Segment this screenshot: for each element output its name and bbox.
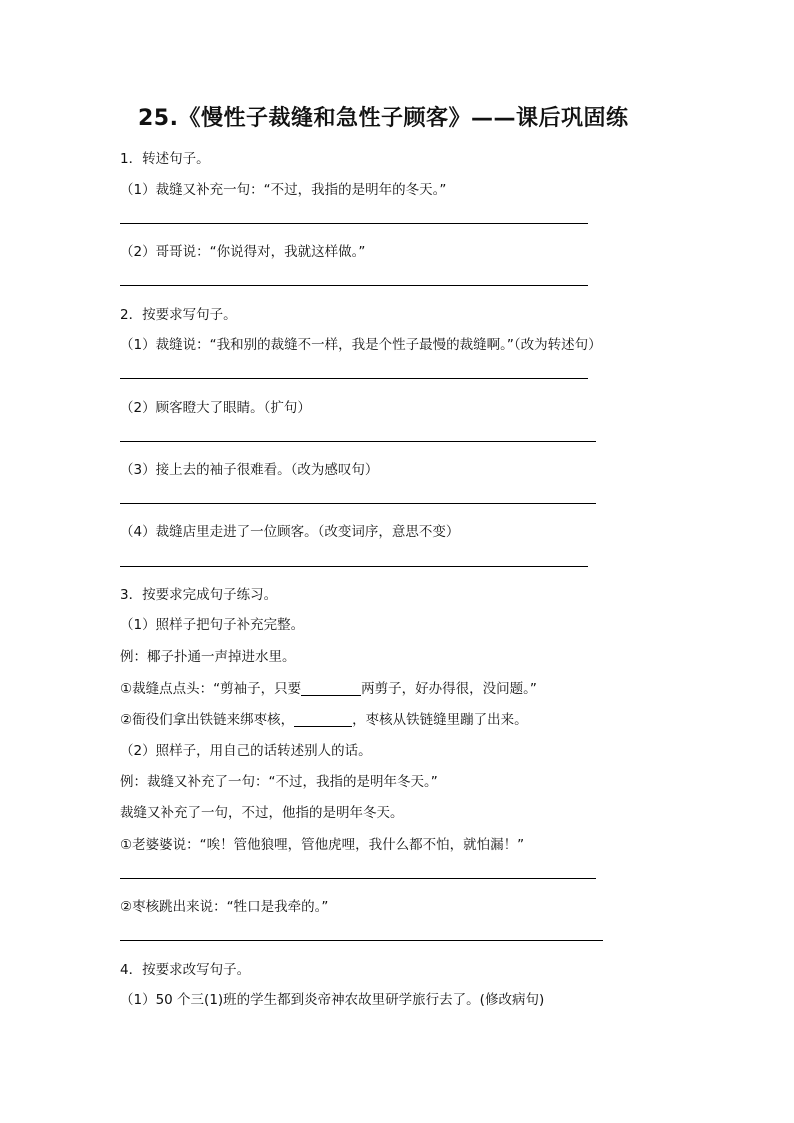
q3-fill-1-before: ①裁缝点点头：“剪袖子，只要 [120, 681, 302, 697]
answer-line-q2-2[interactable] [120, 441, 596, 442]
q1-heading: 1．转述句子。 [120, 151, 210, 167]
q3-sub-1: （1）照样子把句子补充完整。 [120, 617, 305, 633]
q2-heading: 2．按要求写句子。 [120, 307, 237, 323]
q3-item-1: ①老婆婆说：“唉！管他狼哩，管他虎哩，我什么都不怕，就怕漏！” [120, 837, 525, 853]
q2-item-3: （3）接上去的袖子很难看。（改为感叹句） [120, 462, 379, 478]
q3-example-2: 例：裁缝又补充了一句：“不过，我指的是明年冬天。” [120, 774, 438, 790]
answer-line-q1-2[interactable] [120, 285, 588, 286]
q2-item-4: （4）裁缝店里走进了一位顾客。（改变词序，意思不变） [120, 524, 460, 540]
q3-sub-2: （2）照样子，用自己的话转述别人的话。 [120, 743, 372, 759]
answer-line-q3-2[interactable] [120, 940, 603, 941]
q4-item-1: （1）50 个三(1)班的学生都到炎帝神农故里研学旅行去了。(修改病句) [120, 992, 545, 1008]
answer-line-q2-3[interactable] [120, 503, 596, 504]
q2-item-2: （2）顾客瞪大了眼睛。（扩句） [120, 400, 311, 416]
q3-fill-1-after: 两剪子，好办得很，没问题。” [361, 681, 537, 697]
q3-fill-2-before: ②衙役们拿出铁链来绑枣核， [120, 712, 295, 728]
q3-fill-2-after: ，枣核从铁链缝里蹦了出来。 [352, 712, 528, 728]
q3-heading: 3．按要求完成句子练习。 [120, 587, 278, 603]
q3-example-2-answer: 裁缝又补充了一句，不过，他指的是明年冬天。 [120, 805, 404, 821]
q1-item-2: （2）哥哥说：“你说得对，我就这样做。” [120, 244, 366, 260]
q1-item-1: （1）裁缝又补充一句：“不过，我指的是明年的冬天。” [120, 182, 447, 198]
page-title: 25.《慢性子裁缝和急性子顾客》——课后巩固练 [138, 106, 629, 131]
answer-line-q2-1[interactable] [120, 378, 588, 379]
answer-line-q1-1[interactable] [120, 223, 588, 224]
fill-blank-2[interactable] [294, 712, 352, 727]
answer-line-q3-1[interactable] [120, 878, 596, 879]
q3-example-1: 例：椰子扑通一声掉进水里。 [120, 649, 296, 665]
answer-line-q2-4[interactable] [120, 566, 588, 567]
q3-item-2: ②枣核跳出来说：“牲口是我牵的。” [120, 899, 329, 915]
q3-fill-2 [120, 708, 528, 728]
fill-blank-1[interactable] [301, 681, 361, 696]
q3-fill-1 [120, 677, 537, 697]
q2-item-1: （1）裁缝说：“我和别的裁缝不一样，我是个性子最慢的裁缝啊。”（改为转述句） [120, 337, 602, 353]
q4-heading: 4．按要求改写句子。 [120, 962, 251, 978]
